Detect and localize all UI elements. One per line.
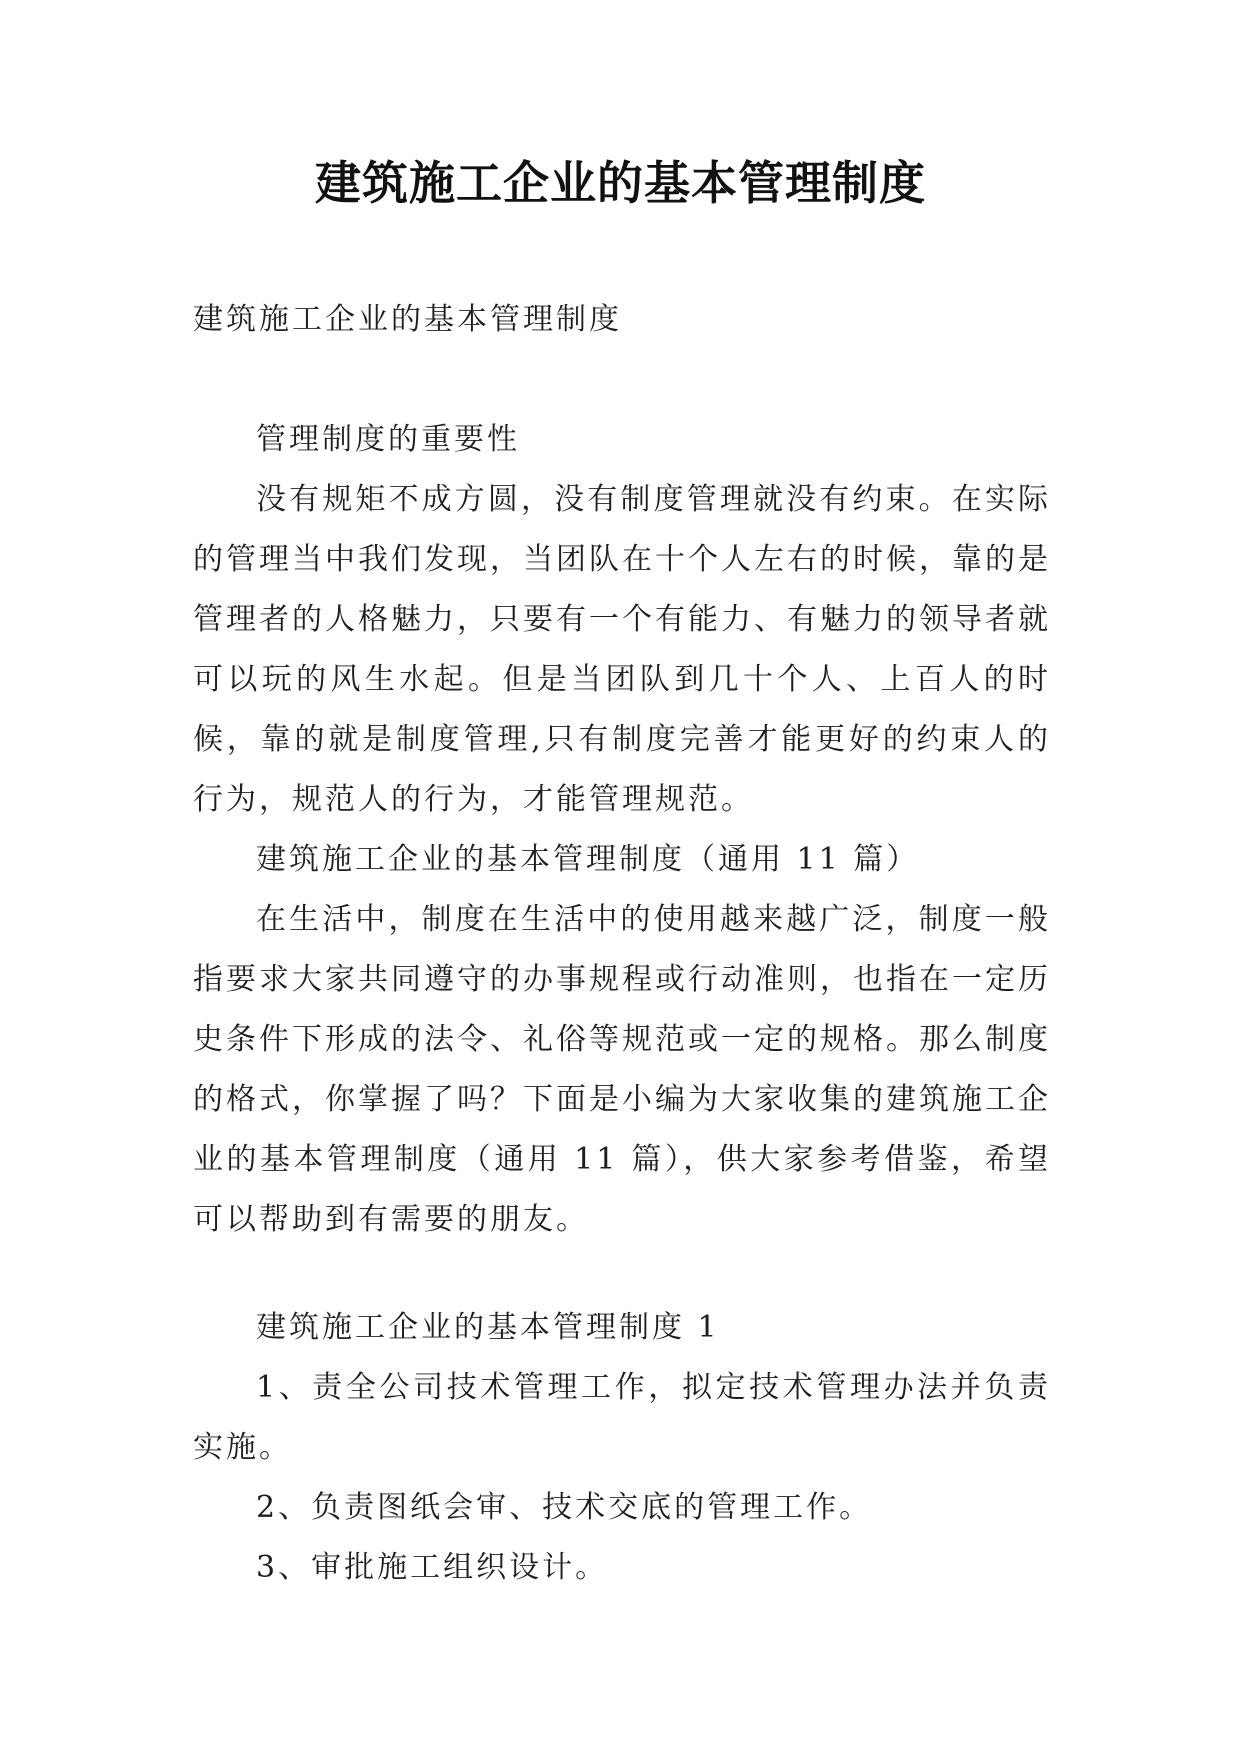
subtitle-paragraph: 建筑施工企业的基本管理制度 xyxy=(193,302,622,337)
document-body xyxy=(193,290,1051,1598)
list-item: 3、审批施工组织设计。 xyxy=(256,1550,609,1585)
section-heading: 管理制度的重要性 xyxy=(256,422,520,457)
section-heading: 建筑施工企业的基本管理制度（通用 11 篇） xyxy=(256,842,920,877)
spacer xyxy=(193,350,1051,410)
list-item: 2、负责图纸会审、技术交底的管理工作。 xyxy=(256,1490,873,1525)
section-heading: 建筑施工企业的基本管理制度 1 xyxy=(256,1310,720,1345)
spacer xyxy=(193,1250,1051,1298)
body-paragraph: 没有规矩不成方圆，没有制度管理就没有约束。在实际的管理当中我们发现，当团队在十个人左右的时候，靠的是管理者的人格魅力，只要有一个有能力、有魅力的领导者就可以玩的风生水起。但是当团队到几十个人、上百人的时候，靠的就是制度管理,只有制度完善才能更好的约束人的行为，规范人的行为，才能管理规范。 xyxy=(193,482,1051,817)
body-paragraph: 在生活中，制度在生活中的使用越来越广泛，制度一般指要求大家共同遵守的办事规程或行动准则，也指在一定历史条件下形成的法令、礼俗等规范或一定的规格。那么制度的格式，你掌握了吗？下面是小编为大家收集的建筑施工企业的基本管理制度（通用 11 篇），供大家参考借鉴，希望可以帮助到有需要的朋友。 xyxy=(193,902,1051,1237)
document-title: 建筑施工企业的基本管理制度 xyxy=(315,156,926,210)
list-item: 1、责全公司技术管理工作，拟定技术管理办法并负责实施。 xyxy=(193,1370,1051,1465)
